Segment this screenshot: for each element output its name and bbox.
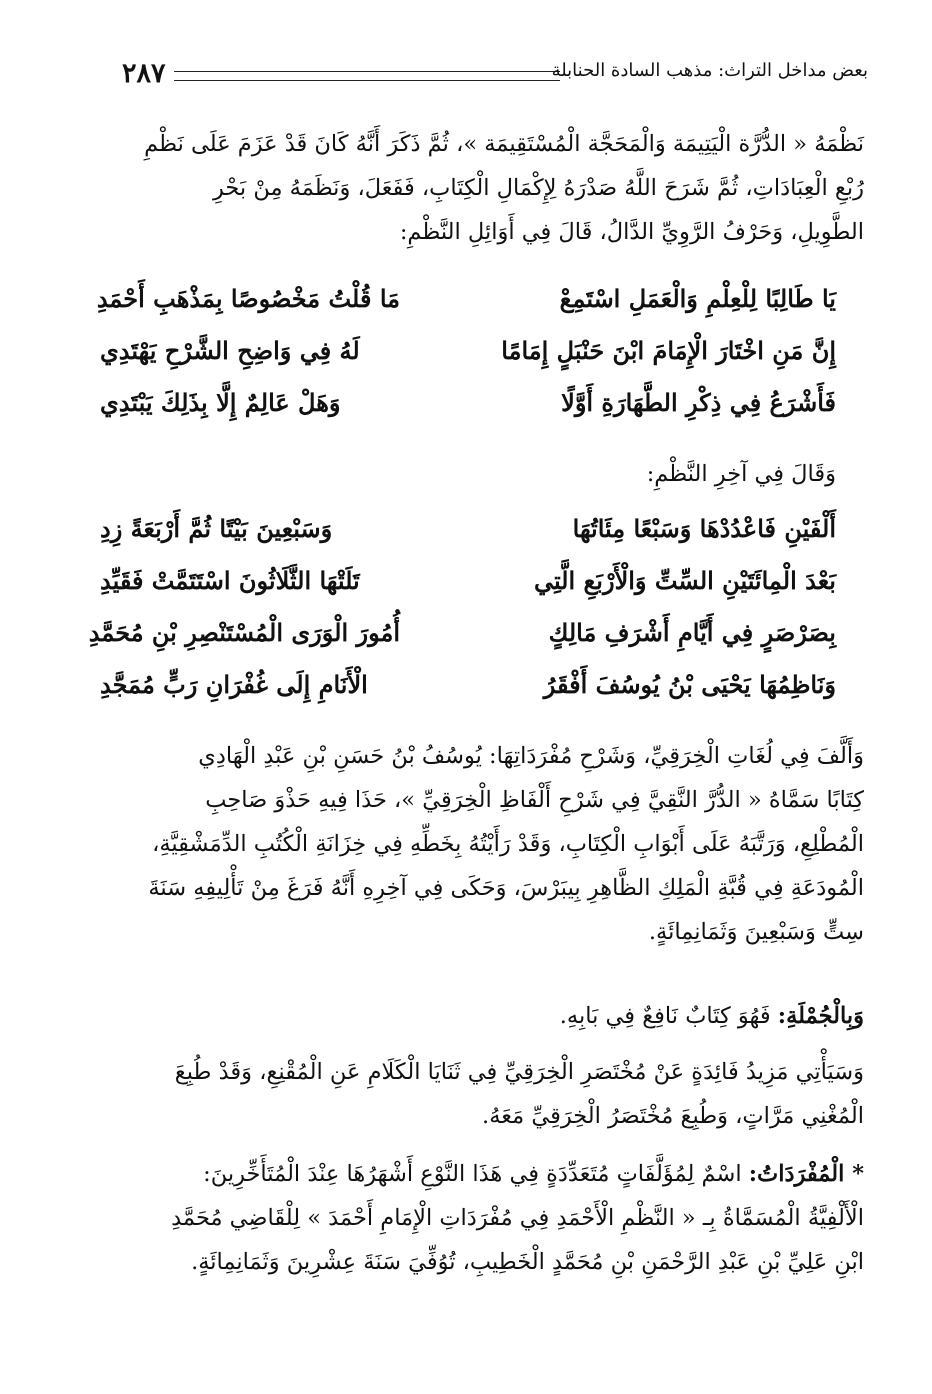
verse-second-hemistich: وَهَلْ عَالِمٌ إِلَّا بِذَلِكَ يَبْتَدِي	[100, 388, 341, 417]
verse	[100, 670, 836, 722]
verse-first-hemistich: بَعْدَ الْمِائَتَيْنِ السِّتِّ وَالْأَرْبَعِ الَّتِي	[533, 566, 836, 595]
text-line	[68, 994, 864, 1038]
verse	[88, 618, 836, 670]
header-rule	[174, 71, 560, 81]
verse-second-hemistich: مَا قُلْتُ مَخْصُوصًا بِمَذْهَبِ أَحْمَدِ	[96, 284, 400, 313]
verse-second-hemistich: الْأَنَامِ إِلَى غُفْرَانِ رَبٍّ مُمَجَّدِ	[100, 670, 368, 699]
mufradat-rest: اسْمٌ لِمُؤَلَّفَاتٍ مُتَعَدِّدَةٍ فِي هَذَا النَّوْعِ أَشْهَرُهَا عِنْدَ الْمُتَأَخِّرِينَ:	[203, 1161, 749, 1187]
paragraph-intro	[68, 122, 864, 254]
text-line: الْأَلْفِيَّةُ الْمُسَمَّاةُ بِـ « النَّظْمِ الْأَحْمَدِ فِي مُفْرَدَاتِ الْإِمَامِ أَحْمَدَ » لِلْقَاضِي مُحَمَّدِ	[171, 1205, 864, 1231]
verse-second-hemistich: لَهُ فِي وَاضِحِ الشَّرْحِ يَهْتَدِي	[100, 336, 360, 365]
verse-first-hemistich: بِصَرْصَرٍ فِي أَيَّامِ أَشْرَفِ مَالِكٍ	[548, 618, 836, 647]
text-line	[68, 1152, 864, 1196]
verse-first-hemistich: وَنَاظِمُهَا يَحْيَى بْنُ يُوسُفَ أَفْقَرُ	[543, 670, 836, 699]
verse	[100, 388, 836, 440]
poem-opening	[96, 284, 836, 440]
paragraph-mufradat	[68, 1152, 864, 1284]
verse-first-hemistich: يَا طَالِبًا لِلْعِلْمِ وَالْعَمَلِ اسْتَمِعْ	[559, 284, 836, 313]
poem-ending-intro	[100, 452, 836, 496]
text-line: سِتٍّ وَسَبْعِينَ وَثَمَانِمِائَةٍ.	[648, 919, 864, 945]
text-line: الْمُغْنِي مَرَّاتٍ، وَطُبِعَ مُخْتَصَرُ الْخِرَقِيِّ مَعَهُ.	[482, 1103, 864, 1129]
text-line: ابْنِ عَلِيِّ بْنِ عَبْدِ الرَّحْمَنِ بْنِ مُحَمَّدٍ الْخَطِيبِ، تُوُفِّيَ سَنَةَ عِشْرِينَ وَثَمَانِمِائَةٍ.	[191, 1249, 864, 1275]
verse-second-hemistich: أُمُورَ الْوَرَى الْمُسْتَنْصِرِ بْنِ مُحَمَّدِ	[88, 618, 400, 647]
text-line: كِتَابًا سَمَّاهُ « الدُّرَّ النَّقِيَّ فِي شَرْحِ أَلْفَاظِ الْخِرَقِيِّ »، حَذَا فِيهِ حَذْوَ صَاحِبِ	[205, 787, 864, 813]
page-number: ٢٨٧	[122, 58, 166, 89]
text-line: نَظْمَهُ « الدُّرَّة الْيَتِيمَة وَالْمَحَجَّة الْمُسْتَقِيمَة »، ثُمَّ ذَكَرَ أَنَّهُ كَانَ قَدْ عَزَمَ عَلَى نَظْمِ	[144, 131, 864, 157]
running-title: بعض مداخل التراث: مذهب السادة الحنابلة	[551, 60, 868, 81]
page-header	[122, 58, 868, 98]
paragraph-mughni-note	[68, 1050, 864, 1138]
text-line: وَأَلَّفَ فِي لُغَاتِ الْخِرَقِيِّ، وَشَرْحِ مُفْرَدَاتِهَا: يُوسُفُ بْنُ حَسَنِ بْنِ عَبْدِ الْهَادِي	[198, 743, 864, 769]
summary-rest: فَهُوَ كِتَابٌ نَافِعٌ فِي بَابِهِ.	[559, 1003, 778, 1029]
text-line: الطَّوِيلِ، وَحَرْفُ الرَّوِيِّ الدَّالُ، قَالَ فِي أَوَائِلِ النَّظْمِ:	[399, 219, 864, 245]
verse-first-hemistich: فَأَشْرَعُ فِي ذِكْرِ الطَّهَارَةِ أَوَّلًا	[561, 388, 836, 417]
paragraph-summary	[68, 994, 864, 1038]
summary-lead: وَبِالْجُمْلَةِ:	[777, 1003, 864, 1029]
mufradat-heading: * الْمُفْرَدَاتُ:	[748, 1161, 864, 1187]
verse	[100, 514, 836, 566]
text-line: الْمُطْلِعِ، وَرَتَّبَهُ عَلَى أَبْوَابِ الْكِتَابِ، وَقَدْ رَأَيْتُهُ بِخَطِّهِ فِي خِزَانَةِ الْكُتُبِ الدِّمَشْقِيَّةِ،	[152, 831, 864, 857]
poem-closing	[88, 514, 836, 722]
text-line: رُبْعِ الْعِبَادَاتِ، ثُمَّ شَرَحَ اللَّهُ صَدْرَهُ لِإِكْمَالِ الْكِتَابِ، فَفَعَلَ، وَنَظَمَهُ مِنْ بَحْرِ	[212, 175, 864, 201]
verse-second-hemistich: تَلَتْهَا الثَّلَاثُونَ اسْتَتَمَّتْ فَقَيِّدِ	[100, 566, 360, 595]
verse	[100, 566, 836, 618]
verse-first-hemistich: أَلْفَيْنِ فَاعْدُدْهَا وَسَبْعًا مِئَاتُهَا	[572, 514, 836, 543]
paragraph-khiraqi-glossary	[68, 734, 864, 954]
text-line: وَقَالَ فِي آخِرِ النَّظْمِ:	[646, 461, 836, 487]
verse-first-hemistich: إِنَّ مَنِ اخْتَارَ الْإِمَامَ ابْنَ حَنْبَلٍ إِمَامًا	[501, 336, 836, 365]
verse-second-hemistich: وَسَبْعِينَ بَيْتًا ثُمَّ أَرْبَعَةً زِدِ	[100, 514, 333, 543]
verse	[100, 336, 836, 388]
verse	[96, 284, 836, 336]
text-line: وَسَيَأْتِي مَزِيدُ فَائِدَةٍ عَنْ مُخْتَصَرِ الْخِرَقِيِّ فِي ثَنَايَا الْكَلَامِ عَنِ الْمُقْنِعِ، وَقَدْ طُبِعَ	[174, 1059, 864, 1085]
text-line: الْمُودَعَةِ فِي قُبَّةِ الْمَلِكِ الظَّاهِرِ بِيبَرْسَ، وَحَكَى فِي آخِرِهِ أَنَّهُ فَرَغَ مِنْ تَأْلِيفِهِ سَنَةَ	[148, 875, 864, 901]
